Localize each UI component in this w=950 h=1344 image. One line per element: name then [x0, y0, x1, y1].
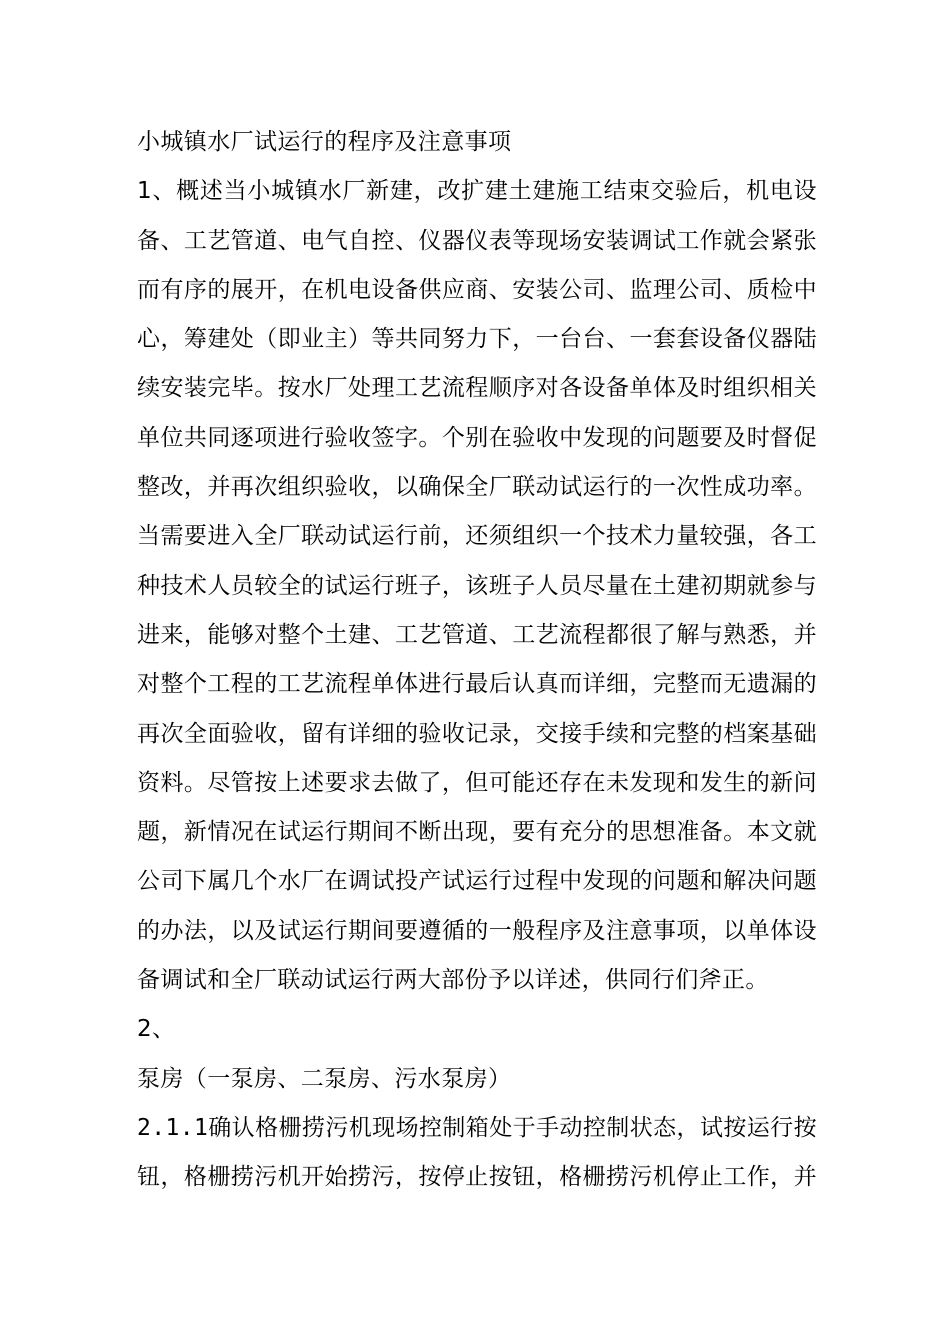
document-body	[137, 118, 817, 1203]
subsection-number: 2.1.1	[137, 1114, 209, 1141]
paragraph-line: 备、工艺管道、电气自控、仪器仪表等现场安装调试工作就会紧张	[137, 227, 817, 254]
paragraph-line: 的办法，以及试运行期间要遵循的一般程序及注意事项，以单体设	[137, 917, 817, 944]
paragraph-line: 续安装完毕。按水厂处理工艺流程顺序对各设备单体及时组织相关	[137, 375, 817, 402]
subsection-text: 确认格栅捞污机现场控制箱处于手动控制状态，试按运行按	[208, 1114, 817, 1141]
pump-room-heading: 泵房（一泵房、二泵房、污水泵房）	[137, 1065, 512, 1092]
section-1-paragraph	[137, 167, 817, 1005]
paragraph-line: 而有序的展开，在机电设备供应商、安装公司、监理公司、质检中	[137, 276, 817, 303]
subsection-2-1-1	[137, 1104, 817, 1203]
paragraph-line: 题，新情况在试运行期间不断出现，要有充分的思想准备。本文就	[137, 819, 817, 846]
paragraph-line	[137, 1104, 817, 1153]
paragraph-line: 公司下属几个水厂在调试投产试运行过程中发现的问题和解决问题	[137, 868, 817, 895]
paragraph-line: 再次全面验收，留有详细的验收记录，交接手续和完整的档案基础	[137, 720, 817, 747]
paragraph-line: 钮，格栅捞污机开始捞污，按停止按钮，格栅捞污机停止工作，并	[137, 1164, 817, 1191]
document-title: 小城镇水厂试运行的程序及注意事项	[137, 129, 512, 155]
paragraph-line: 当需要进入全厂联动试运行前，还须组织一个技术力量较强，各工	[137, 523, 817, 550]
paragraph-line: 整改，并再次组织验收，以确保全厂联动试运行的一次性成功率。	[137, 474, 817, 501]
paragraph-line: 备调试和全厂联动试运行两大部份予以详述，供同行们斧正。	[137, 967, 769, 994]
paragraph-line: 资料。尽管按上述要求去做了，但可能还存在未发现和发生的新问	[137, 769, 817, 796]
paragraph-line: 单位共同逐项进行验收签字。个别在验收中发现的问题要及时督促	[137, 424, 817, 451]
paragraph-line: 1、概述当小城镇水厂新建，改扩建土建施工结束交验后，机电设	[137, 178, 817, 205]
paragraph-line: 种技术人员较全的试运行班子，该班子人员尽量在土建初期就参与	[137, 572, 817, 599]
paragraph-line: 心，筹建处（即业主）等共同努力下，一台台、一套套设备仪器陆	[137, 326, 817, 353]
section-2-heading: 2、	[137, 1016, 176, 1043]
paragraph-line: 进来，能够对整个土建、工艺管道、工艺流程都很了解与熟悉，并	[137, 621, 817, 648]
paragraph-line: 对整个工程的工艺流程单体进行最后认真而详细，完整而无遗漏的	[137, 671, 817, 698]
